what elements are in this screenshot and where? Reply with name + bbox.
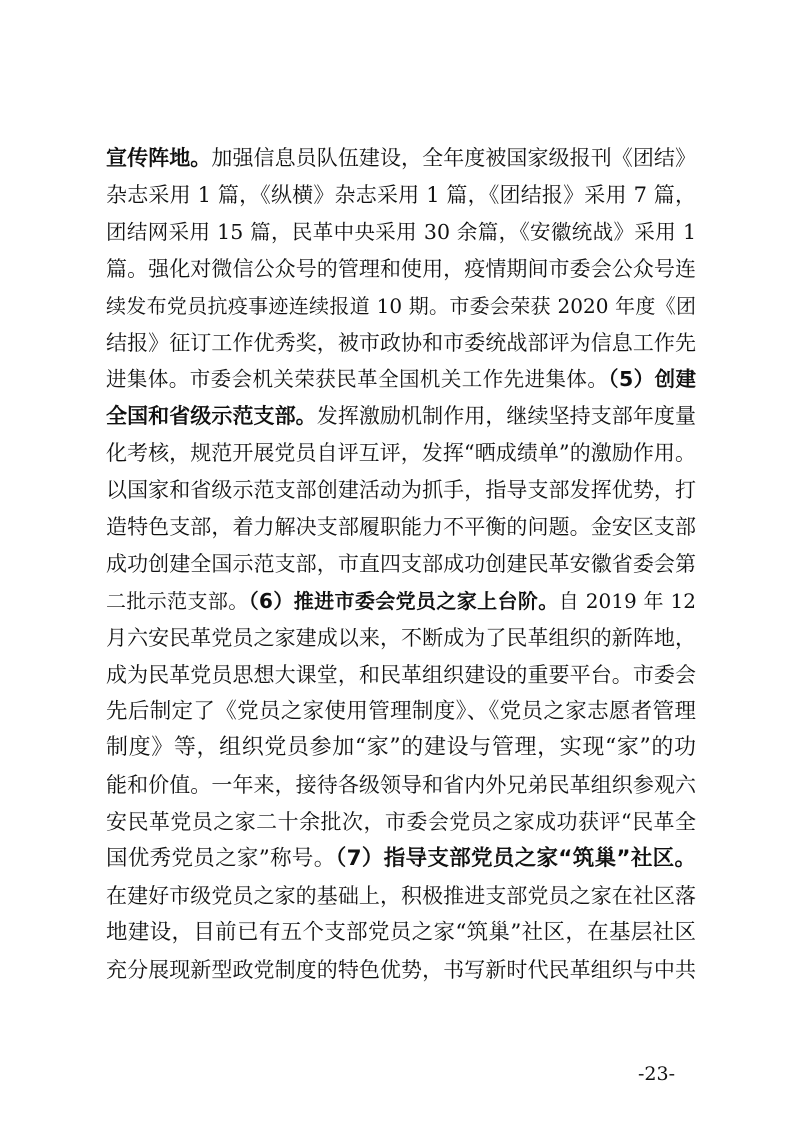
paragraph-text: 团结网采用 15 篇，民革中央采用 30 余篇，《安徽统战》采用 1 <box>106 219 696 244</box>
paragraph-text: 化考核，规范开展党员自评互评，发挥“晒成绩单”的激励作用。 <box>106 441 696 466</box>
text-line <box>106 288 696 324</box>
paragraph-text: 成为民革党员思想大课堂，和民革组织建设的重要平台。市委会 <box>106 662 696 687</box>
text-line <box>106 140 696 176</box>
paragraph-text: 发挥激励机制作用，继续坚持支部年度量 <box>316 404 697 429</box>
paragraph-text: 充分展现新型政党制度的特色优势，书写新时代民革组织与中共 <box>106 957 696 982</box>
text-line <box>106 435 696 471</box>
text-line <box>106 804 696 840</box>
paragraph-text: 先后制定了《党员之家使用管理制度》、《党员之家志愿者管理 <box>106 698 696 724</box>
text-line <box>106 177 696 213</box>
text-line <box>106 509 696 545</box>
paragraph-text: 月六安民革党员之家建成以来，不断成为了民革组织的新阵地， <box>106 625 696 650</box>
text-line <box>106 325 696 361</box>
paragraph-text: 造特色支部，着力解决支部履职能力不平衡的问题。金安区支部 <box>106 515 696 539</box>
bold-heading-text: （6）推进市委会党员之家上台阶。 <box>248 588 559 613</box>
text-line <box>106 546 696 582</box>
paragraph-text: 地建设，目前已有五个支部党员之家“筑巢”社区，在基层社区 <box>106 919 696 945</box>
paragraph-text: 在建好市级党员之家的基础上，积极推进支部党员之家在社区落 <box>106 884 696 908</box>
text-line <box>106 398 696 434</box>
paragraph-text: 进集体。市委会机关荣获民革全国机关工作先进集体。 <box>106 367 609 392</box>
paragraph-text: 自 2019 年 12 <box>558 588 697 613</box>
paragraph-text: 篇。强化对微信公众号的管理和使用，疫情期间市委会公众号连 <box>106 256 696 281</box>
paragraph-text: 二批示范支部。 <box>106 588 249 613</box>
text-line <box>106 657 696 693</box>
text-line <box>106 620 696 656</box>
paragraph-text: 续发布党员抗疫事迹连续报道 10 期。市委会荣获 2020 年度《团 <box>106 293 696 318</box>
paragraph-text: 成功创建全国示范支部，市直四支部成功创建民革安徽省委会第 <box>106 551 696 576</box>
paragraph-text: 制度》等，组织党员参加“家”的建设与管理，实现“家”的功 <box>106 735 696 761</box>
text-line <box>106 694 696 730</box>
bold-heading-text: （7）指导支部党员之家“筑巢”社区。 <box>335 846 696 872</box>
text-line <box>106 915 696 951</box>
bold-heading-text: （5）创建 <box>608 367 697 392</box>
paragraph-text: 安民革党员之家二十余批次，市委会党员之家成功获评“民革全 <box>106 810 696 835</box>
text-line <box>106 952 696 988</box>
bold-heading-text: 全国和省级示范支部。 <box>106 404 317 429</box>
bold-heading-text: 宣传阵地。 <box>106 146 212 170</box>
paragraph-text: 国优秀党员之家”称号。 <box>106 846 336 872</box>
text-line <box>106 361 696 397</box>
paragraph-text: 结报》征订工作优秀奖，被市政协和市委统战部评为信息工作先 <box>106 330 696 355</box>
text-line <box>106 472 696 508</box>
paragraph-text: 以国家和省级示范支部创建活动为抓手，指导支部发挥优势，打 <box>106 478 696 503</box>
paragraph-text: 加强信息员队伍建设，全年度被国家级报刊《团结》 <box>211 146 697 170</box>
text-line <box>106 251 696 287</box>
text-line <box>106 878 696 914</box>
text-line <box>106 767 696 803</box>
page-number: -23- <box>638 1063 676 1085</box>
text-line <box>106 214 696 250</box>
paragraph-text: 杂志采用 1 篇，《纵横》杂志采用 1 篇，《团结报》采用 7 篇， <box>106 182 696 207</box>
paragraph-text: 能和价值。一年来，接待各级领导和省内外兄弟民革组织参观六 <box>106 773 696 798</box>
text-line <box>106 841 696 877</box>
text-line <box>106 730 696 766</box>
text-line <box>106 583 696 619</box>
